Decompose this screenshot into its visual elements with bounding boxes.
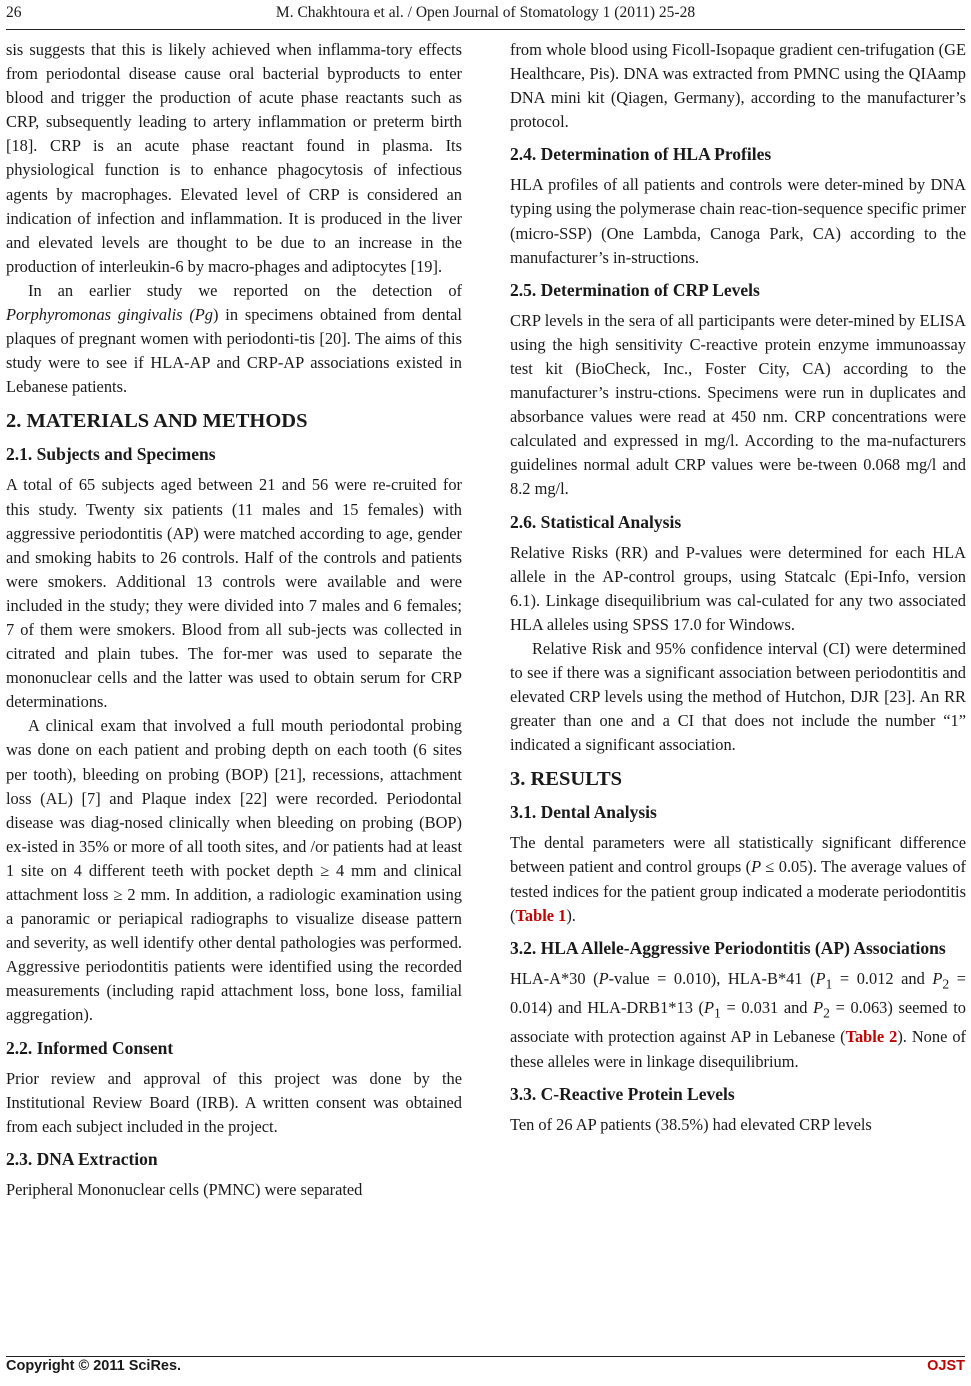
- table-1-link[interactable]: Table 1: [515, 905, 567, 925]
- section-heading: 3. RESULTS: [510, 768, 623, 791]
- paragraph: [510, 967, 966, 1074]
- subscript: 1: [714, 1005, 721, 1021]
- text-run: = 0.012 and: [832, 968, 933, 988]
- running-header: [6, 4, 965, 28]
- subsection-heading: 2.5. Determination of CRP Levels: [510, 279, 760, 300]
- species-name: Porphyromonas gingivalis (Pg: [6, 305, 213, 325]
- subscript: 2: [942, 976, 950, 991]
- paragraph: A clinical exam that involved a full mouth periodontal probing was done on each patient and probing depth on each tooth (6 sites per tooth), bleeding on probing (BOP) [21], recessions, attachment loss (AL) [7] and Plaque index [22] were recorded. Periodontal disease was diag-nosed clinically when bleeding on probing (BOP) ex-isted in 35% or more of all tooth sites, and /or patients had at least 1 site on 4 different teeth with pocket depth ≥ 4 mm and clinical attachment loss ≥ 2 mm. In addition, a radiologic examination using a panoramic or periapical radiographs to visualize disease pattern and severity, as well identify other dental pathologies was performed. Aggressive periodontitis patients were identified using the recorded measurements (including rapid attachment loss, bone loss, familial aggregation).: [6, 716, 462, 1025]
- page-number: 26: [6, 4, 22, 21]
- footer-rule: [6, 1356, 965, 1357]
- text-run: The dental parameters were all statistically significant difference between patient and control groups (: [510, 833, 966, 877]
- paragraph: [510, 831, 966, 927]
- paragraph: [6, 279, 462, 399]
- subsection-heading: 2.1. Subjects and Specimens: [6, 444, 216, 465]
- p-symbol: P: [813, 998, 824, 1018]
- header-rule: [6, 29, 965, 30]
- text-run: In an earlier study we reported on the detection of: [28, 280, 462, 300]
- subsection-heading: 2.3. DNA Extraction: [6, 1148, 158, 1169]
- table-2-link[interactable]: Table 2: [845, 1027, 898, 1047]
- running-title: M. Chakhtoura et al. / Open Journal of Stomatology 1 (2011) 25-28: [275, 4, 696, 21]
- section-heading: 2. MATERIALS AND METHODS: [6, 410, 308, 433]
- p-symbol: P: [598, 968, 609, 988]
- subscript: 1: [825, 976, 833, 991]
- paragraph: Relative Risk and 95% confidence interval (CI) were determined to see if there was a significant association between periodontitis and elevated CRP levels using the method of Hutchon, DJR [23]. An RR greater than one and a CI that does not include the number “1” indicated a significant association.: [510, 638, 966, 755]
- paragraph: Relative Risks (RR) and P-values were determined for each HLA allele in the AP-control groups, using Statcalc (Epi-Info, version 6.1). Linkage disequilibrium was cal-culated for any two associated HLA alleles using SPSS 17.0 for Windows.: [510, 542, 966, 634]
- subsection-heading: 3.2. HLA Allele-Aggressive Periodontitis (AP) Associations: [510, 937, 946, 958]
- subsection-heading: 2.6. Statistical Analysis: [510, 511, 682, 532]
- subsection-heading: 3.1. Dental Analysis: [510, 802, 657, 823]
- text-run: HLA-A*30 (: [510, 968, 599, 988]
- right-column: [510, 38, 966, 1137]
- p-symbol: P: [815, 968, 826, 988]
- subsection-heading: 2.4. Determination of HLA Profiles: [510, 144, 772, 165]
- paragraph: CRP levels in the sera of all participants were deter-mined by ELISA using the high sensitivity C-reactive protein enzyme immunoassay test kit (BioCheck, Inc., Foster City, CA) according to the manufacturer’s instru-ctions. Specimens were run in duplicates and absorbance values were read at 450 nm. CRP concentrations were calculated and expressed in mg/l. According to the ma-nufacturers guidelines normal adult CRP values were be-tween 0.068 mg/l and 8.2 mg/l.: [510, 310, 966, 499]
- page-footer: [6, 1358, 965, 1378]
- paragraph: sis suggests that this is likely achieved when inflamma-tory effects from periodontal disease cause oral bacterial byproducts to enter blood and trigger the production of acute phase reactants such as CRP, subsequently leading to artery inflammation or preterm birth [18]. CRP is an acute phase reactant found in plasma. Its physiological function is to enhance phagocytosis of infectious agents by macrophages. Elevated level of CRP is considered an indication of infection and inflammation. It is produced in the liver and elevated levels are thought to be due to an increase in the production of interleukin-6 by macro-phages and adiptocytes [19].: [6, 40, 462, 276]
- left-column: [6, 38, 462, 1202]
- text-run: ) in specimens obtained from dental plaques of pregnant women with periodonti-tis [20]. The aims of this study were to see if HLA-AP and CRP-AP associations existed in Lebanese patients.: [6, 305, 462, 397]
- paragraph: Prior review and approval of this project was done by the Institutional Review Board (IRB). A written consent was obtained from each subject included in the project.: [6, 1068, 462, 1136]
- copyright-notice: Copyright © 2011 SciRes.: [6, 1358, 182, 1374]
- paragraph: HLA profiles of all patients and controls were deter-mined by DNA typing using the polymerase chain reac-tion-sequence specific primer (micro-SSP) (One Lambda, Canoga Park, CA) according to the manufacturer’s in-structions.: [510, 175, 966, 267]
- text-run: ≤ 0.05). The average values of tested indices for the patient group indicated a moderate periodontitis (: [510, 857, 966, 925]
- subsection-heading: 2.2. Informed Consent: [6, 1037, 174, 1058]
- p-symbol: P: [751, 857, 762, 877]
- p-symbol: P: [932, 968, 943, 988]
- text-run: ). None of these alleles were in linkage disequilibrium.: [510, 1027, 966, 1071]
- paragraph: Peripheral Mononuclear cells (PMNC) were separated: [6, 1179, 363, 1199]
- paragraph: from whole blood using Ficoll-Isopaque gradient cen-trifugation (GE Healthcare, Pis). DNA was extracted from PMNC using the QIAamp DNA mini kit (Qiagen, Germany), according to the manufacturer’s protocol.: [510, 40, 966, 132]
- text-run: = 0.063) seemed to associate with protection against AP in Lebanese (: [510, 998, 966, 1047]
- paragraph: Ten of 26 AP patients (38.5%) had elevated CRP levels: [510, 1114, 872, 1134]
- text-run: ).: [566, 905, 576, 925]
- text-run: = 0.014) and HLA-DRB1*13 (: [510, 968, 966, 1018]
- p-symbol: P: [703, 998, 714, 1018]
- paragraph: A total of 65 subjects aged between 21 and 56 were re-cruited for this study. Twenty six patients (11 males and 15 females) with aggressive periodontitis (AP) were matched according to age, gender and smoking habits to 26 controls. Half of the controls and patients were smokers. Additional 13 controls were available and were included in the study; they were divided into 7 males and 6 females; 7 of them were smokers. Blood from all sub-jects was collected in citrated and plain tubes. The for-mer was used to separate the mononuclear cells and the latter was used to obtain serum for CRP determinations.: [6, 475, 462, 712]
- text-run: = 0.031 and: [720, 998, 814, 1018]
- text-run: -value = 0.010), HLA-B*41 (: [608, 968, 816, 988]
- subscript: 2: [823, 1005, 830, 1021]
- subsection-heading: 3.3. C-Reactive Protein Levels: [510, 1083, 735, 1104]
- journal-abbrev: OJST: [927, 1358, 965, 1374]
